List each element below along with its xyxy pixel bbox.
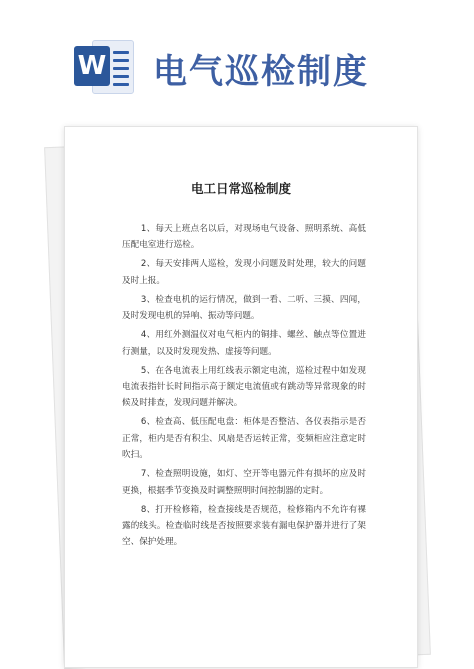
document-title: 电工日常巡检制度	[190, 181, 291, 196]
paragraph: 4、用红外测温仪对电气柜内的铜排、螺丝、触点等位置进行测量，以及时发现发热、虚接等问题。	[122, 330, 366, 357]
paragraph: 2、每天安排两人巡检，发现小问题及时处理，较大的问题及时上报。	[122, 259, 366, 286]
page-title: 电气巡检制度	[153, 52, 369, 92]
word-logo-icon	[74, 36, 134, 96]
document-page	[64, 126, 418, 668]
paragraph: 1、每天上班点名以后，对现场电气设备、照明系统、高低压配电室进行巡检。	[122, 224, 366, 251]
document-body	[122, 221, 366, 553]
paragraph: 8、打开检修箱，检查接线是否规范，检修箱内不允许有裸露的线头。检查临时线是否按照要求装有漏电保护器并进行了架空、保护处理。	[122, 504, 366, 548]
paragraph: 3、检查电机的运行情况，做到一看、二听、三摸、四闻，及时发现电机的异响、振动等问题。	[122, 294, 366, 322]
header-banner	[0, 0, 474, 110]
word-badge: W	[74, 46, 110, 86]
paragraph: 6、检查高、低压配电盘：柜体是否整洁、各仪表指示是否正常，柜内是否有积尘、风扇是否运转正常，变频柜应注意定时吹扫。	[122, 417, 366, 461]
paragraph: 5、在各电流表上用红线表示额定电流，巡检过程中如发现电流表指针长时间指示高于额定电流值或有跳动等异常现象的时候及时排查，发现问题并解决。	[122, 365, 366, 409]
paragraph: 7、检查照明设施，如灯、空开等电器元件有损坏的应及时更换，根据季节变换及时调整照明时间控制器的定时。	[122, 469, 366, 496]
